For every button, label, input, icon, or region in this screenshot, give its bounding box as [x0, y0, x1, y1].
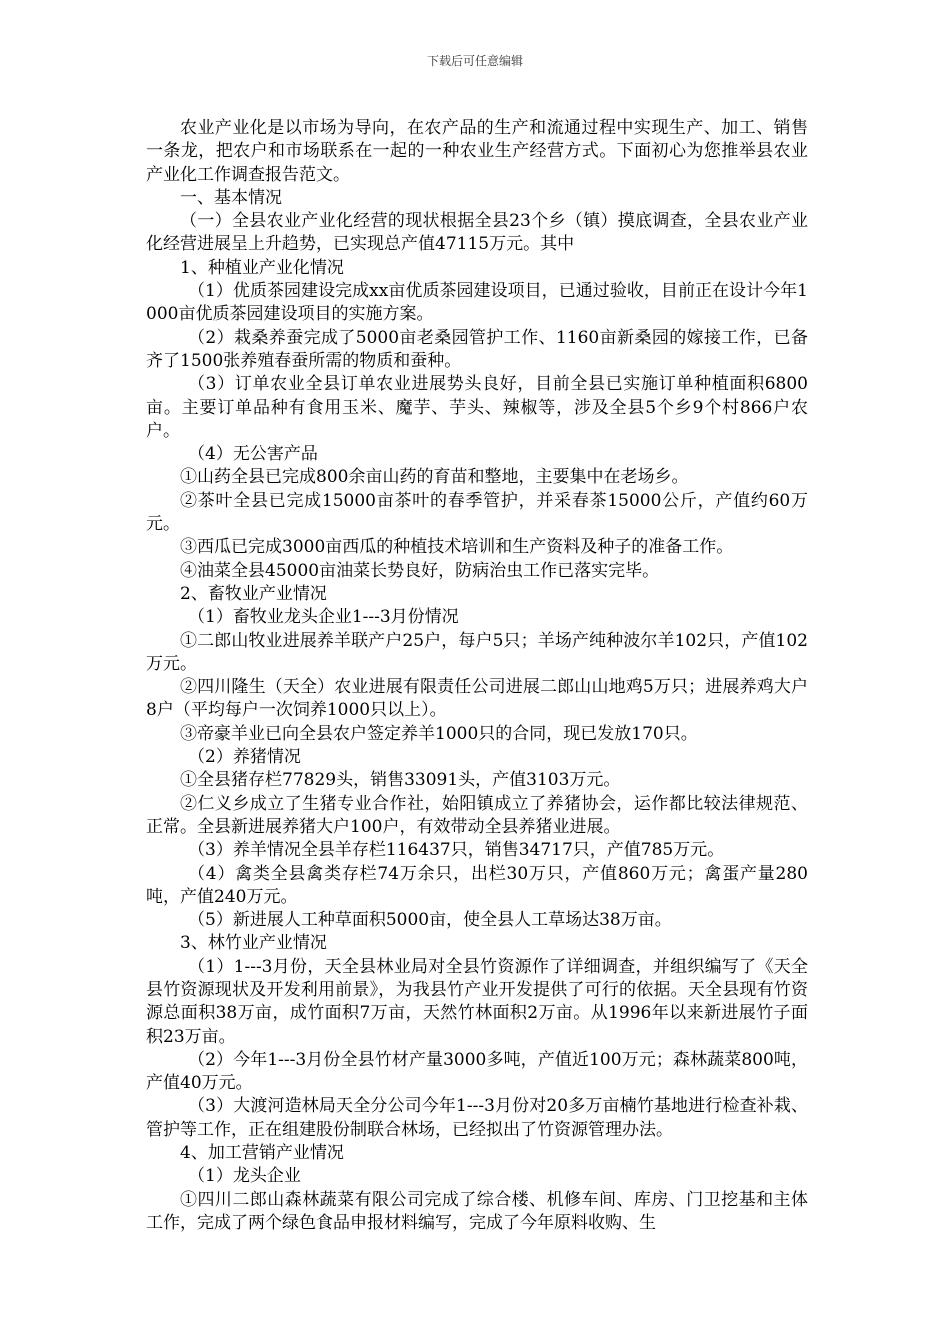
- list-item: ②四川隆生（天全）农业进展有限责任公司进展二郎山山地鸡5万只；进展养鸡大户8户（平均每户一次饲养1000只以上）。: [146, 677, 808, 721]
- paragraph: （3）订单农业全县订单农业进展势头良好，目前全县已实施订单种植面积6800亩。主要订单品种有食用玉米、魔芋、芋头、辣椒等，涉及全县5个乡9个村866户农户。: [146, 374, 808, 441]
- document-body: [146, 117, 808, 1235]
- paragraph: （2）今年1---3月份全县竹材产量3000多吨，产值近100万元；森林蔬菜800吨，产值40万元。: [146, 1049, 808, 1094]
- list-item: ③西瓜已完成3000亩西瓜的种植技术培训和生产资料及种子的准备工作。: [180, 537, 734, 558]
- list-item: ①二郎山牧业进展养羊联产户25户，每户5只；羊场产纯种波尔羊102只，产值102万元。: [146, 630, 808, 674]
- paragraph: （3）养羊情况全县羊存栏116437只，销售34717只，产值785万元。: [188, 840, 725, 861]
- list-item: ①全县猪存栏77829头，销售33091头，产值3103万元。: [180, 770, 621, 791]
- subsection-heading: 2、畜牧业产业情况: [180, 583, 327, 604]
- section-heading: 一、基本情况: [180, 187, 282, 208]
- paragraph: （4）无公害产品: [188, 444, 318, 465]
- list-item: ②茶叶全县已完成15000亩茶叶的春季管护，并采春茶15000公斤，产值约60万元。: [146, 490, 808, 535]
- list-item: ①山药全县已完成800余亩山药的育苗和整地，主要集中在老场乡。: [180, 467, 689, 488]
- paragraph: （5）新进展人工种草面积5000亩，使全县人工草场达38万亩。: [188, 910, 672, 931]
- paragraph: （2）栽桑养蚕完成了5000亩老桑园管护工作、1160亩新桑园的嫁接工作，已备齐了1500张养殖春蚕所需的物质和蚕种。: [146, 327, 808, 371]
- paragraph: （2）养猪情况: [188, 747, 301, 768]
- list-item: ②仁义乡成立了生猪专业合作社，始阳镇成立了养猪协会，运作都比较法律规范、正常。全县新进展养猪大户100户，有效带动全县养猪业进展。: [146, 793, 808, 837]
- subsection-heading: 1、种植业产业化情况: [180, 257, 344, 278]
- subsection-heading: 4、加工营销产业情况: [180, 1143, 344, 1164]
- subsection-heading: 3、林竹业产业情况: [180, 933, 327, 954]
- paragraph: （1）龙头企业: [188, 1166, 301, 1187]
- intro-paragraph: 农业产业化是以市场为导向，在农产品的生产和流通过程中实现生产、加工、销售一条龙，把农户和市场联系在一起的一种农业生产经营方式。下面初心为您推举县农业产业化工作调查报告范文。: [146, 118, 808, 185]
- paragraph: （4）禽类全县禽类存栏74万余只，出栏30万只，产值860万元；禽蛋产量280吨，产值240万元。: [146, 863, 808, 907]
- list-item: ④油菜全县45000亩油菜长势良好，防病治虫工作已落实完毕。: [180, 560, 660, 581]
- list-item: ①四川二郎山森林蔬菜有限公司完成了综合楼、机修车间、库房、门卫挖基和主体工作，完成了两个绿色食品申报材料编写，完成了今年原料收购、生: [146, 1189, 808, 1233]
- page-header-note: 下载后可任意编辑: [426, 54, 523, 68]
- paragraph: （一）全县农业产业化经营的现状根据全县23个乡（镇）摸底调查，全县农业产业化经营进展呈上升趋势，已实现总产值47115万元。其中: [146, 211, 808, 255]
- paragraph: （3）大渡河造林局天全分公司今年1---3月份对20多万亩楠竹基地进行检查补栽、管护等工作，正在组建股份制联合林场，已经拟出了竹资源管理办法。: [146, 1096, 808, 1140]
- paragraph: （1）畜牧业龙头企业1---3月份情况: [188, 607, 459, 628]
- paragraph: （1）优质茶园建设完成xx亩优质茶园建设项目，已通过验收，目前正在设计今年1000亩优质茶园建设项目的实施方案。: [146, 281, 808, 325]
- list-item: ③帝豪羊业已向全县农户签定养羊1000只的合同，现已发放170只。: [180, 723, 698, 744]
- paragraph: （1）1---3月份，天全县林业局对全县竹资源作了详细调查，并组织编写了《天全县竹资源现状及开发利用前景》，为我县竹产业开发提供了可行的依据。天全县现有竹资源总面积38万亩，成竹面积7万亩，天然竹林面积2万亩。从1996年以来新进展竹子面积23万亩。: [146, 956, 808, 1047]
